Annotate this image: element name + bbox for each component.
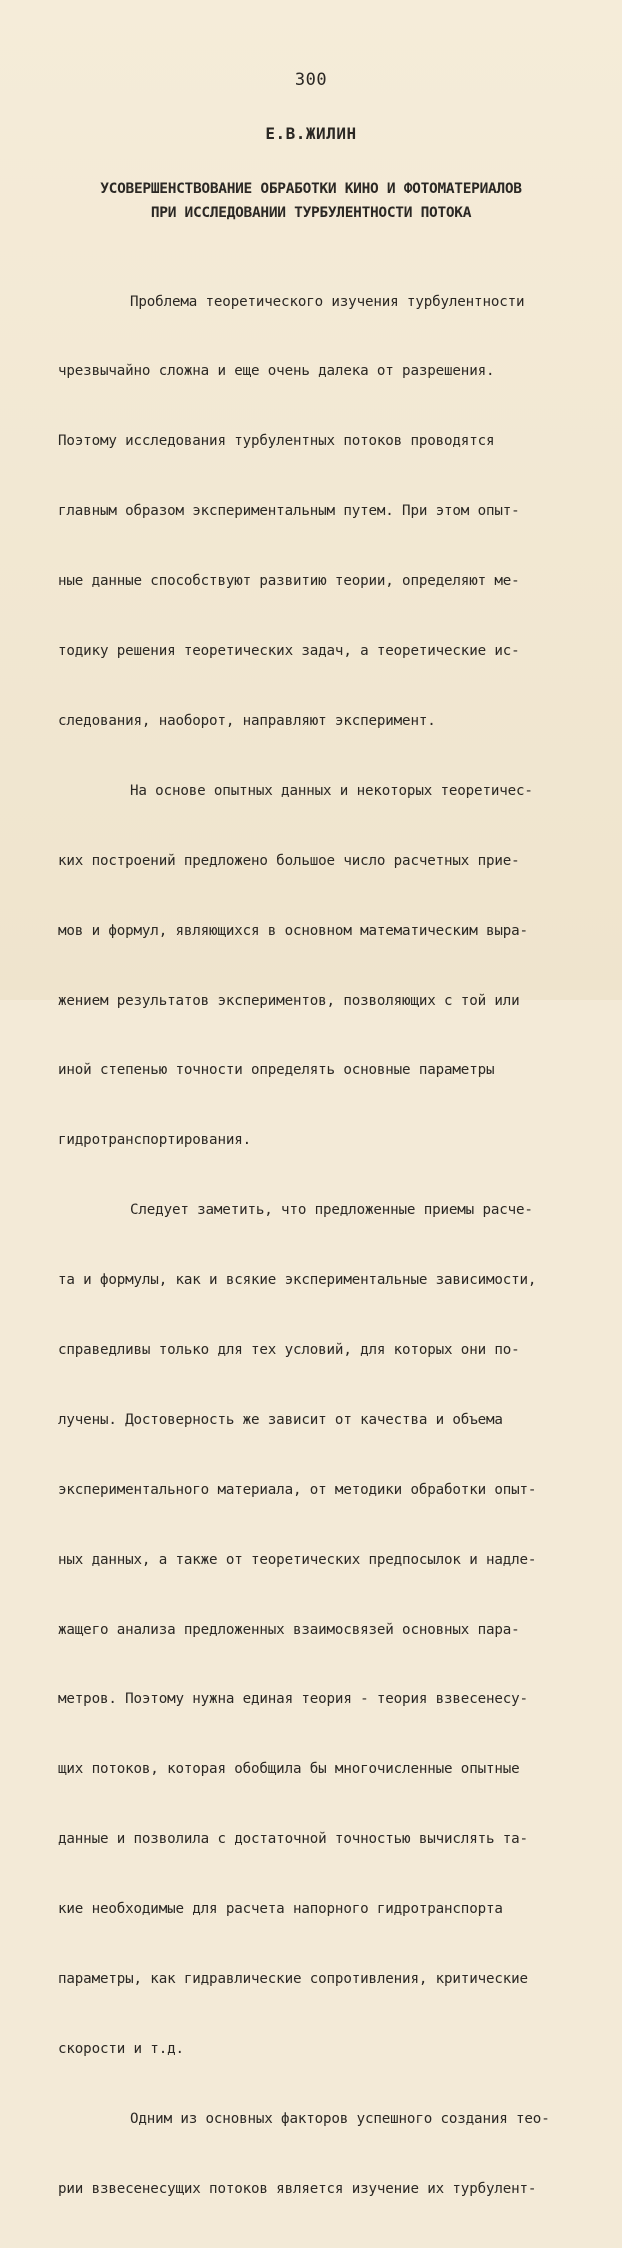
title-line: ПРИ ИССЛЕДОВАНИИ ТУРБУЛЕНТНОСТИ ПОТОКА bbox=[150, 205, 472, 221]
text-line: справедливы только для тех условий, для которых они по- bbox=[58, 1341, 520, 1358]
text-line: та и формулы, как и всякие экспериментальные зависимости, bbox=[58, 1272, 537, 1289]
text-line: иной степенью точности определять основные параметры bbox=[58, 1062, 495, 1079]
text-line: жащего анализа предложенных взаимосвязей основных пара- bbox=[58, 1621, 520, 1638]
text-line: Следует заметить, что предложенные приемы расче- bbox=[130, 1202, 533, 1219]
text-line: скорости и т.д. bbox=[58, 2040, 184, 2057]
page-number: 300 bbox=[294, 70, 328, 90]
text-line: метров. Поэтому нужна единая теория - теория взвесенесу- bbox=[58, 1691, 528, 1708]
text-line: экспериментального материала, от методики обработки опыт- bbox=[58, 1481, 537, 1498]
article-title bbox=[0, 177, 622, 225]
text-line: гидротранспортирования. bbox=[58, 1132, 252, 1149]
text-line: лучены. Достоверность же зависит от качества и объема bbox=[58, 1411, 503, 1428]
text-line: параметры, как гидравлические сопротивления, критические bbox=[58, 1970, 528, 1987]
text-line: ных данных, а также от теоретических предпосылок и надле- bbox=[58, 1551, 537, 1568]
text-line: Одним из основных факторов успешного создания тео- bbox=[130, 2110, 550, 2127]
text-line: следования, наоборот, направляют эксперимент. bbox=[58, 712, 436, 729]
text-line: щих потоков, которая обобщила бы многочисленные опытные bbox=[58, 1761, 520, 1778]
text-line: данные и позволила с достаточной точностью вычислять та- bbox=[58, 1831, 528, 1848]
text-line: ких построений предложено большое число расчетных прие- bbox=[58, 852, 520, 869]
text-line: главным образом экспериментальным путем. При этом опыт- bbox=[58, 503, 520, 520]
text-line: Проблема теоретического изучения турбулентности bbox=[130, 293, 525, 310]
text-line: На основе опытных данных и некоторых теоретичес- bbox=[130, 782, 533, 799]
text-line: чрезвычайно сложна и еще очень далека от разрешения. bbox=[58, 363, 495, 380]
body-text bbox=[58, 244, 598, 2248]
text-line: жением результатов экспериментов, позволяющих с той или bbox=[58, 992, 520, 1009]
text-line: ные данные способствуют развитию теории, определяют ме- bbox=[58, 573, 520, 590]
text-line: мов и формул, являющихся в основном математическим выра- bbox=[58, 922, 528, 939]
text-line: тодику решения теоретических задач, а теоретические ис- bbox=[58, 643, 520, 660]
author-name: Е.В.ЖИЛИН bbox=[265, 124, 357, 143]
text-line: Поэтому исследования турбулентных потоков проводятся bbox=[58, 433, 495, 450]
title-line: УСОВЕРШЕНСТВОВАНИЕ ОБРАБОТКИ КИНО И ФОТОМАТЕРИАЛОВ bbox=[100, 181, 522, 197]
text-line: рии взвесенесущих потоков является изучение их турбулент- bbox=[58, 2180, 537, 2197]
text-line: кие необходимые для расчета напорного гидротранспорта bbox=[58, 1901, 503, 1918]
